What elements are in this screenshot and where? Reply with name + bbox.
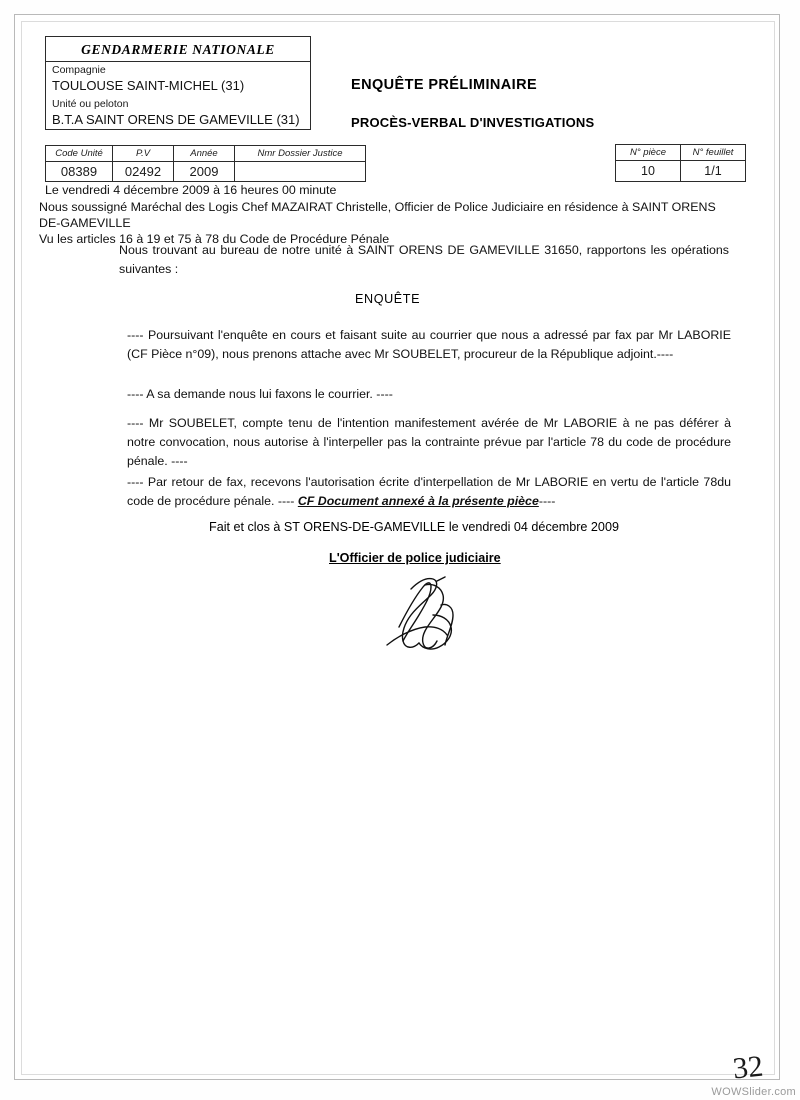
paragraph-1: ---- Poursuivant l'enquête en cours et faisant suite au courrier que nous a adressé par fax par Mr LABORIE (CF Pièce n°09), nous prenons attache avec Mr SOUBELET, procureur de la République adjoint.----	[127, 328, 731, 361]
officer-signature-label: L'Officier de police judiciaire	[329, 551, 501, 565]
officer-line: Nous soussigné Maréchal des Logis Chef MAZAIRAT Christelle, Officier de Police Judiciaire en résidence à SAINT ORENS DE-GAMEVILLE	[39, 200, 716, 230]
piece-table-value-0: 10	[616, 161, 681, 182]
section-title-enquete: ENQUÊTE	[355, 292, 421, 306]
code-table-header-3: Nmr Dossier Justice	[235, 146, 366, 162]
code-table-header-1: P.V	[113, 146, 174, 162]
paragraph-2: ---- A sa demande nous lui faxons le courrier. ----	[127, 387, 393, 401]
paragraph-4-text: ---- Par retour de fax, recevons l'autorisation écrite d'interpellation de Mr LABORIE en vertu de l'article 78du code de procédure pénale. ----	[127, 475, 731, 508]
piece-table-header-1: N° feuillet	[681, 145, 746, 161]
paragraph-3: ---- Mr SOUBELET, compte tenu de l'intention manifestement avérée de Mr LABORIE à ne pas déférer à notre convocation, nous autorise à l'interpeller pas la contrainte prévue par l'article 78 du code de procédure pénale. ----	[127, 416, 731, 468]
gendarmerie-header-box	[45, 36, 311, 130]
paragraph-4-annex: CF Document annexé à la présente pièce	[297, 494, 539, 508]
compagnie-value: TOULOUSE SAINT-MICHEL (31)	[52, 78, 245, 93]
table-row	[616, 161, 746, 182]
code-table-value-2: 2009	[174, 162, 235, 182]
piece-table-value-1: 1/1	[681, 161, 746, 182]
closing-line: Fait et clos à ST ORENS-DE-GAMEVILLE le vendredi 04 décembre 2009	[209, 520, 619, 534]
watermark-label: WOWSlider.com	[711, 1086, 796, 1098]
table-row	[46, 162, 366, 182]
piece-table	[615, 144, 746, 182]
document-title: ENQUÊTE PRÉLIMINAIRE	[351, 77, 538, 93]
code-table	[45, 145, 366, 182]
unite-label: Unité ou peloton	[52, 98, 129, 110]
table-row	[46, 146, 366, 162]
gendarmerie-title: GENDARMERIE NATIONALE	[46, 37, 310, 62]
code-table-value-0: 08389	[46, 162, 113, 182]
handwritten-signature	[367, 571, 497, 671]
code-table-header-0: Code Unité	[46, 146, 113, 162]
code-table-value-1: 02492	[113, 162, 174, 182]
code-table-value-3	[235, 162, 366, 182]
handwritten-page-number: 32	[731, 1049, 765, 1086]
unite-value-line1: B.T.A SAINT ORENS DE GAMEVILLE (31)	[52, 112, 300, 127]
document-subtitle: PROCÈS-VERBAL D'INVESTIGATIONS	[351, 115, 595, 130]
scanned-sheet	[14, 14, 780, 1086]
date-line: Le vendredi 4 décembre 2009 à 16 heures 00 minute	[45, 183, 337, 197]
piece-table-header-0: N° pièce	[616, 145, 681, 161]
code-table-header-2: Année	[174, 146, 235, 162]
articles-line: Vu les articles 16 à 19 et 75 à 78 du Code de Procédure Pénale	[39, 232, 390, 246]
compagnie-label: Compagnie	[52, 64, 106, 76]
paragraph-4	[127, 473, 731, 511]
paragraph-4-tail: ----	[538, 494, 556, 508]
bureau-paragraph: Nous trouvant au bureau de notre unité à SAINT ORENS DE GAMEVILLE 31650, rapportons les opérations suivantes :	[119, 243, 729, 276]
table-row	[616, 145, 746, 161]
